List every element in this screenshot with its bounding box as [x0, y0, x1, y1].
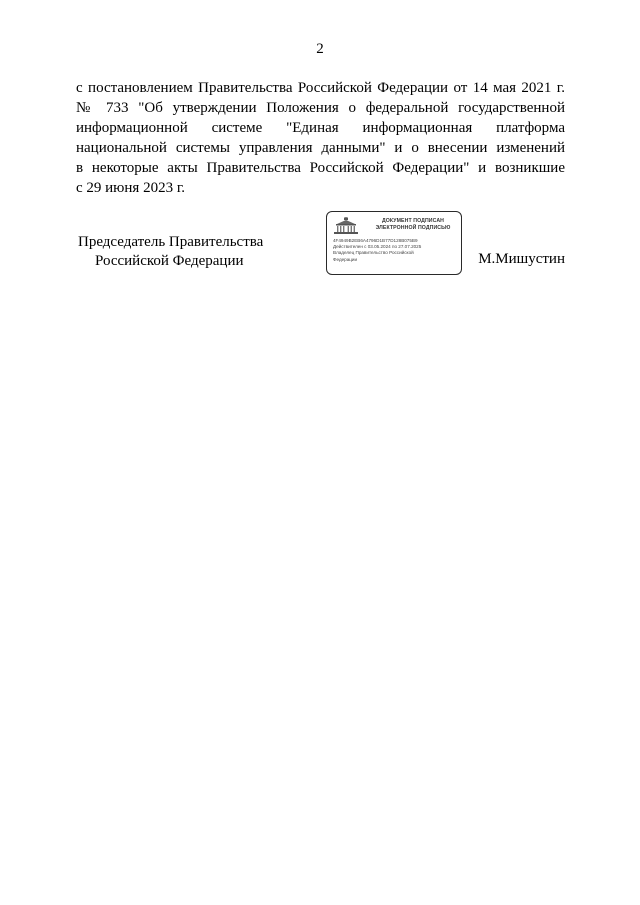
stamp-title	[367, 218, 459, 232]
body-text-line: с постановлением Правительства Российской Федерации от 14 мая 2021 г.	[76, 80, 565, 96]
stamp-owner: Владелец Правительство Российской	[333, 250, 414, 256]
stamp-certificate-number: 4F4949B2EB6A4796D1B77D128B075B9	[333, 238, 418, 243]
stamp-validity: Действителен с 03.05.2024 по 27.07.2025	[333, 244, 422, 250]
signatory-position-line: Российской Федерации	[95, 253, 244, 269]
electronic-signature-stamp	[326, 211, 462, 275]
stamp-owner: Федерации	[333, 256, 358, 262]
body-text-line: информационной системе "Единая информационная платформа	[76, 120, 565, 136]
signer-name: М.Мишустин	[478, 251, 565, 267]
body-text-line: с 29 июня 2023 г.	[76, 180, 186, 196]
government-building-icon	[333, 217, 359, 235]
stamp-title-line: ДОКУМЕНТ ПОДПИСАН	[381, 218, 445, 224]
signatory-position-line: Председатель Правительства	[78, 234, 264, 250]
document-body-text	[76, 78, 565, 198]
signatory-position	[78, 233, 288, 271]
body-text-line: национальной системы управления данными" и о внесении изменений	[76, 140, 565, 156]
stamp-details	[333, 238, 459, 263]
stamp-title-line: ЭЛЕКТРОННОЙ ПОДПИСЬЮ	[375, 225, 451, 231]
page-number: 2	[316, 41, 324, 57]
body-text-line: в некоторые акты Правительства Российской Федерации" и возникшие	[76, 160, 565, 176]
body-text-line: № 733 "Об утверждении Положения о федеральной государственной	[76, 100, 565, 116]
